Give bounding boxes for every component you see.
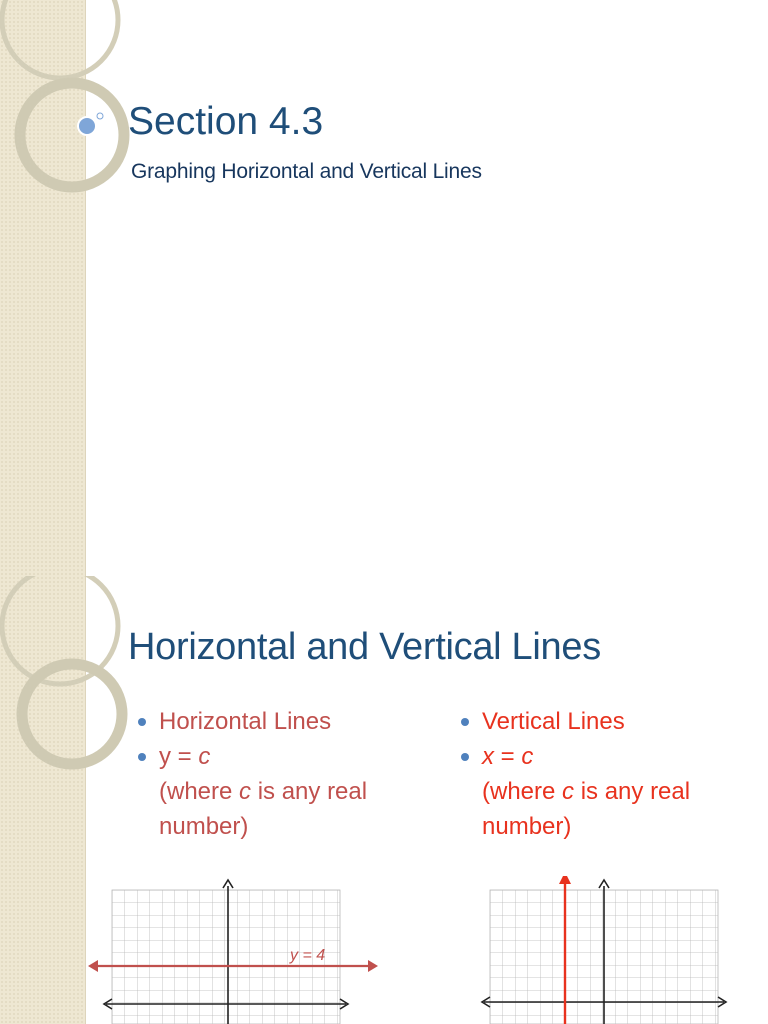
vertical-lines-column bbox=[459, 704, 759, 844]
equation-var: y bbox=[159, 743, 171, 770]
slide-title: Section 4.3 bbox=[128, 100, 324, 143]
line-up-arrow-icon bbox=[559, 876, 571, 884]
vertical-line-graph bbox=[478, 876, 748, 1024]
line-label: y = 4 bbox=[290, 947, 326, 964]
bullet-orb-icon bbox=[78, 117, 96, 135]
equation-equals: = bbox=[171, 743, 199, 770]
bullet-icon bbox=[461, 753, 469, 761]
bullet-icon bbox=[461, 718, 469, 726]
line-right-arrow-icon bbox=[368, 960, 378, 972]
note-open: (where bbox=[482, 778, 563, 805]
note-close: is any real number) bbox=[159, 778, 368, 840]
equation-const: c bbox=[521, 743, 534, 770]
decorative-rings bbox=[0, 0, 130, 576]
slide-title: Horizontal and Vertical Lines bbox=[128, 626, 601, 668]
note-close: is any real number) bbox=[482, 778, 691, 840]
note-var: c bbox=[239, 778, 252, 805]
equation-const: c bbox=[198, 743, 211, 770]
bullet-item bbox=[459, 704, 759, 739]
bullet-item bbox=[136, 704, 436, 739]
equation-equals: = bbox=[494, 743, 522, 770]
bullet-icon bbox=[138, 753, 146, 761]
horizontal-lines-column bbox=[136, 704, 436, 844]
note-open: (where bbox=[159, 778, 240, 805]
small-orb-icon bbox=[97, 113, 103, 119]
bullet-item bbox=[136, 739, 436, 844]
vertical-heading: Vertical Lines bbox=[482, 708, 625, 735]
slide-subtitle: Graphing Horizontal and Vertical Lines bbox=[131, 160, 482, 183]
horizontal-heading: Horizontal Lines bbox=[159, 708, 332, 735]
equation-var: x bbox=[482, 743, 494, 770]
bullet-item bbox=[459, 739, 759, 844]
note-var: c bbox=[562, 778, 575, 805]
content-slide bbox=[0, 576, 768, 1024]
line-left-arrow-icon bbox=[88, 960, 98, 972]
bullet-icon bbox=[138, 718, 146, 726]
horizontal-line-graph bbox=[88, 876, 388, 1024]
